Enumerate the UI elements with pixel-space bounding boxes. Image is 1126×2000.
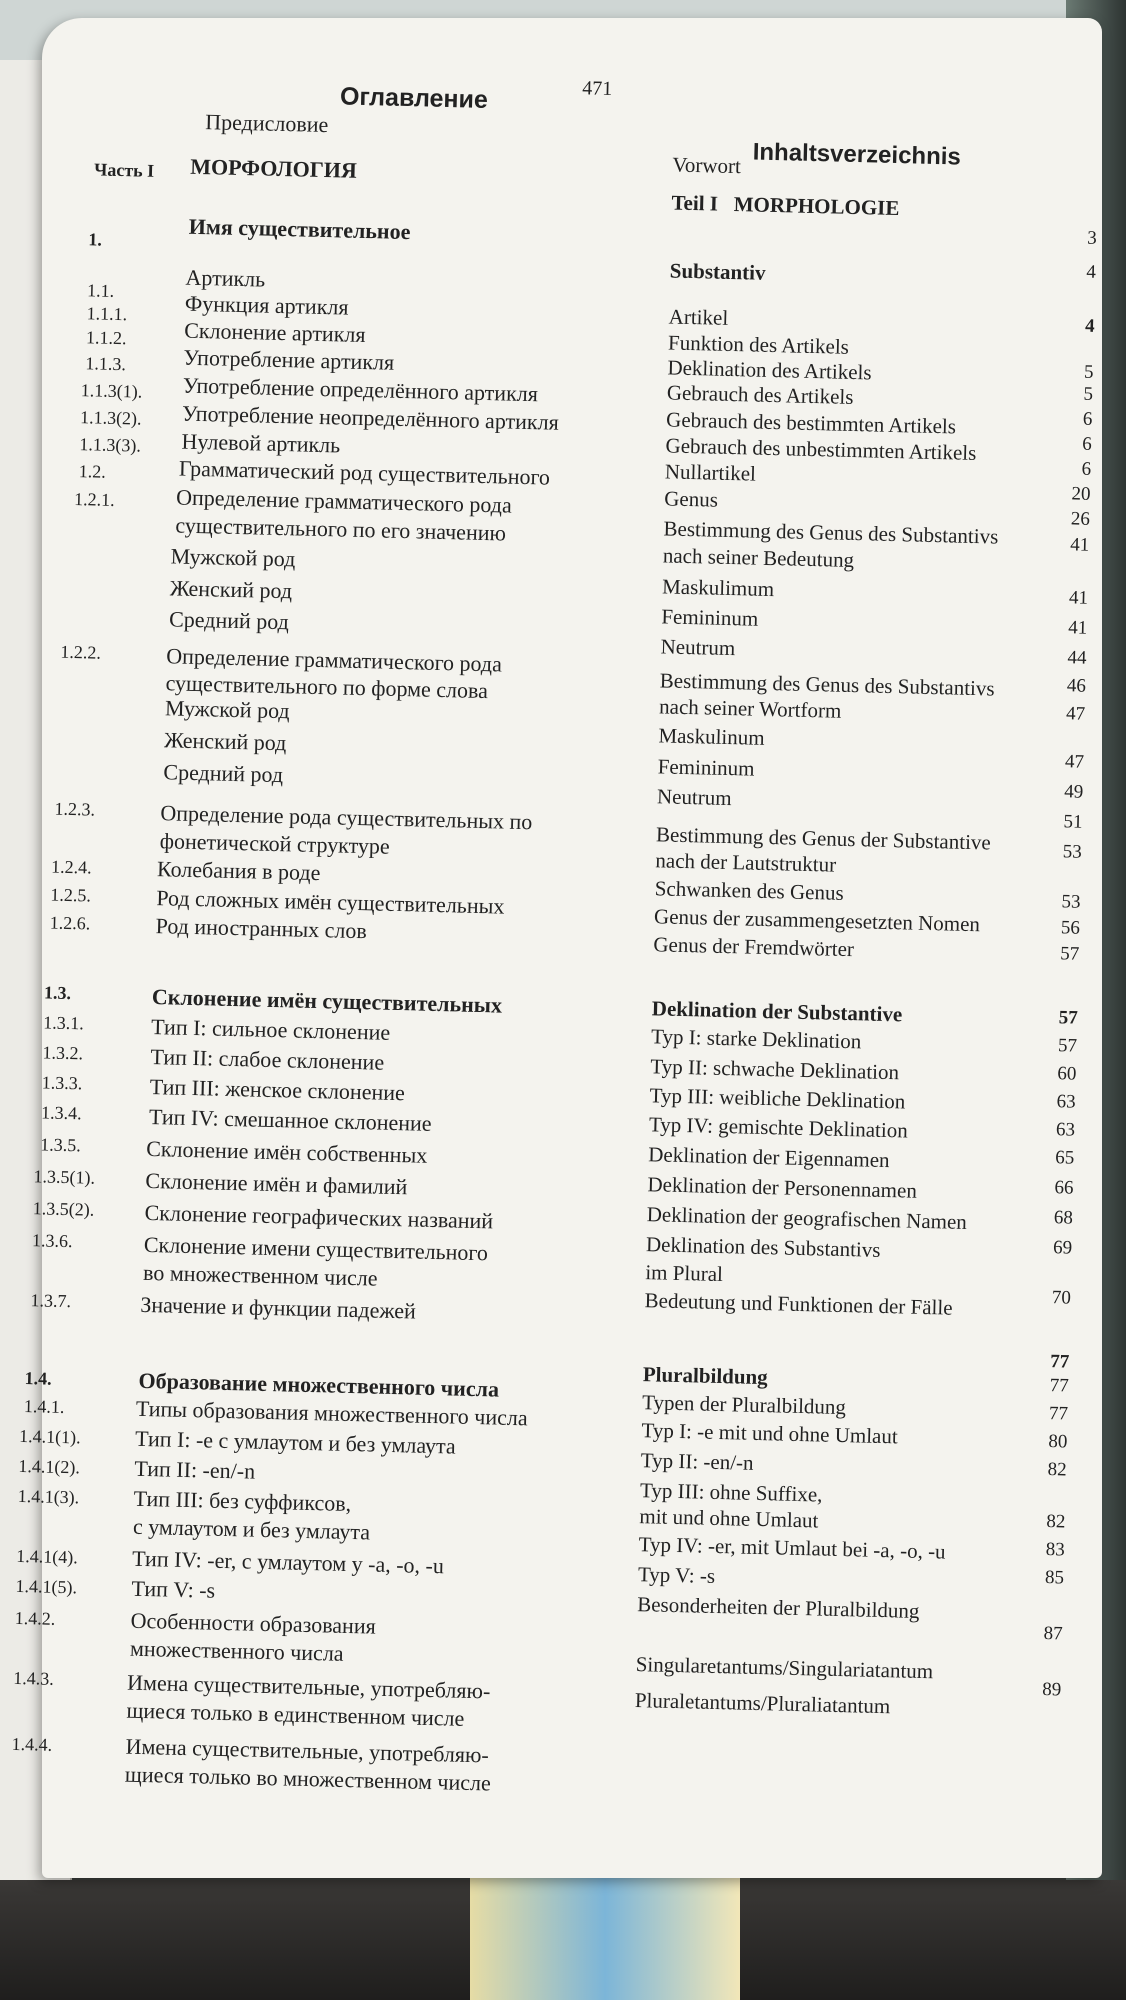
row-de: Genus — [663, 486, 719, 512]
row-num: 1.4. — [24, 1368, 52, 1389]
row-de-line2: nach der Lautstruktur — [655, 848, 837, 877]
row-ru: Определение грамматического рода — [165, 643, 503, 677]
row-de: Deklination der Eigennamen — [647, 1142, 890, 1173]
row-num: 1.2.1. — [73, 488, 115, 510]
row-ru: Определение рода существительных по — [160, 800, 533, 835]
row-num: 1.2.2. — [60, 641, 102, 663]
row-ru: Имена существительные, употребляю- — [125, 1733, 490, 1768]
row-de: Typ II: schwache Deklination — [650, 1054, 900, 1085]
page-ref: 57 — [1058, 1007, 1078, 1029]
page-ref: 68 — [1053, 1207, 1074, 1229]
row-ru: Тип IV: смешанное склонение — [148, 1103, 432, 1136]
page-ref: 46 — [1066, 675, 1087, 697]
row-de: Pluraletantums/Pluraliatantum — [634, 1688, 891, 1719]
row-de: Pluralbildung — [642, 1362, 769, 1390]
row-ru-line2: фонетической структуре — [159, 828, 391, 859]
page-ref: 56 — [1060, 917, 1081, 939]
page-ref: 51 — [1063, 811, 1083, 833]
row-ru-line2: во множественном числе — [142, 1259, 378, 1291]
part-title-ru: МОРФОЛОГИЯ — [189, 153, 358, 183]
page-ref: 6 — [1081, 458, 1092, 480]
row-de: Maskulimum — [661, 574, 775, 602]
row-ru: Мужской род — [164, 695, 290, 724]
row-de: Typ IV: gemischte Deklination — [648, 1112, 909, 1143]
row-de: Typ III: ohne Suffixe, — [639, 1478, 823, 1507]
row-num: 1.3.1. — [43, 1012, 85, 1034]
row-de: Gebrauch des unbestimmten Artikels — [665, 433, 977, 466]
page-ref: 57 — [1060, 943, 1080, 965]
row-num: 1.4.1(3). — [17, 1485, 80, 1508]
row-num: 1.3.5. — [40, 1134, 82, 1156]
row-ru: Артикль — [185, 264, 266, 292]
row-ru: Склонение имени существительного — [143, 1231, 489, 1266]
title-de: Inhaltsverzeichnis — [752, 138, 962, 171]
row-num: 1.3.3. — [41, 1072, 83, 1094]
row-ru: Род иностранных слов — [155, 913, 368, 944]
row-num: 1.1. — [86, 280, 115, 301]
row-ru: Тип I: сильное склонение — [150, 1014, 391, 1045]
page-ref: 85 — [1044, 1567, 1065, 1589]
row-ru: Склонение имён существительных — [151, 984, 503, 1018]
row-num: 1.3.6. — [31, 1230, 73, 1252]
page-ref: 5 — [1083, 383, 1094, 405]
page-ref: 20 — [1071, 483, 1091, 505]
page-ref: 44 — [1067, 647, 1087, 669]
row-num: 1.2.4. — [50, 856, 92, 878]
row-num: 1.1.3(1). — [80, 380, 143, 402]
row-ru: Особенности образования — [130, 1607, 377, 1639]
row-ru-line2: щиеся только во множественном числе — [124, 1761, 492, 1796]
row-ru: Употребление артикля — [183, 344, 395, 375]
row-ru: Употребление определённого артикля — [182, 372, 539, 407]
row-num: 1.4.1(1). — [18, 1425, 81, 1448]
row-ru: Функция артикля — [184, 290, 349, 320]
row-ru: Тип III: женское склонение — [149, 1074, 406, 1106]
row-de: Genus der Fremdwörter — [653, 932, 855, 962]
row-ru: Употребление неопределённого артикля — [181, 400, 560, 435]
row-de: Typ I: -e mit und ohne Umlaut — [641, 1418, 899, 1449]
row-num: 1.4.1. — [23, 1396, 65, 1418]
row-num: 1.1.1. — [86, 303, 128, 325]
row-num: 1.4.1(5). — [15, 1575, 78, 1598]
row-num: 1.4.3. — [13, 1667, 55, 1689]
row-num: 1.2.3. — [54, 798, 96, 820]
page-ref: 6 — [1082, 408, 1093, 430]
page-ref: 83 — [1045, 1539, 1065, 1561]
row-de: Gebrauch des bestimmten Artikels — [665, 407, 957, 439]
row-de: Singularetantums/Singulariatantum — [635, 1652, 934, 1684]
row-de: Deklination des Substantivs — [645, 1232, 881, 1262]
row-de: Bedeutung und Funktionen der Fälle — [644, 1288, 953, 1320]
row-de: Bestimmung des Genus des Substantivs — [659, 668, 995, 701]
page-ref: 41 — [1068, 587, 1089, 609]
row-num: 1.2.6. — [49, 912, 91, 934]
row-num: 1.1.3(3). — [79, 434, 142, 456]
row-num: 1.3.5(1). — [33, 1166, 96, 1188]
row-num: 1.2.5. — [50, 884, 92, 906]
row-ru: Типы образования множественного числа — [135, 1395, 529, 1431]
row-ru: Тип II: слабое склонение — [150, 1044, 385, 1075]
page-ref: 65 — [1055, 1147, 1075, 1169]
row-de: Gebrauch des Artikels — [666, 380, 854, 409]
row-ru-line2: существительного по форме слова — [165, 670, 489, 704]
row-ru: Тип V: -s — [131, 1575, 216, 1603]
row-ru: Средний род — [163, 759, 284, 788]
row-de-line2: nach seiner Wortform — [658, 694, 842, 723]
row-de: Femininum — [661, 604, 759, 631]
row-num: 1.4.1(2). — [18, 1455, 81, 1478]
row-ru: Женский род — [169, 575, 293, 604]
page-ref: 89 — [1042, 1678, 1062, 1701]
row-num: 1.2. — [78, 461, 107, 482]
row-de: Artikel — [668, 304, 729, 330]
row-num: 1.1.3. — [85, 353, 127, 375]
row-ru: Род сложных имён существительных — [156, 885, 505, 919]
row-de: Femininum — [657, 754, 755, 781]
page-ref: 80 — [1048, 1431, 1068, 1453]
page-ref: 87 — [1043, 1623, 1063, 1645]
page-ref: 47 — [1064, 751, 1085, 773]
row-ru-line2: с умлаутом и без умлаута — [132, 1513, 371, 1545]
page-ref: 4 — [1084, 315, 1095, 337]
title-ru: Оглавление — [339, 82, 489, 114]
row-de-line2: im Plural — [645, 1260, 724, 1287]
page-ref: 3 — [1087, 227, 1098, 249]
row-de: Typ III: weibliche Deklination — [649, 1083, 906, 1114]
page-ref: 70 — [1051, 1287, 1072, 1309]
row-num: 1.1.3(2). — [79, 407, 142, 429]
row-ru-line2: множественного числа — [129, 1635, 344, 1666]
row-ru: Колебания в роде — [156, 856, 321, 886]
row-ru: Образование множественного числа — [138, 1367, 500, 1402]
row-de-line2: nach seiner Bedeutung — [662, 543, 855, 573]
row-ru: Склонение имён и фамилий — [145, 1167, 408, 1200]
row-ru: Склонение имён собственных — [145, 1135, 428, 1168]
row-ru: Склонение географических названий — [144, 1199, 494, 1234]
row-de: Typ II: -en/-n — [640, 1448, 754, 1475]
row-de: Neutrum — [660, 634, 736, 661]
page-ref: 4 — [1086, 261, 1097, 283]
row-ru: Мужской род — [170, 543, 296, 572]
row-de: Deklination der Substantive — [651, 996, 903, 1027]
page-ref: 41 — [1067, 617, 1088, 639]
part-label-ru: Часть I — [93, 159, 155, 181]
row-num: 1. — [88, 229, 103, 250]
row-de: Nullartikel — [664, 459, 757, 486]
row-num: 1.3.5(2). — [32, 1198, 95, 1220]
row-num: 1.4.4. — [11, 1733, 53, 1755]
page-ref: 77 — [1048, 1403, 1069, 1425]
row-num: 1.1.2. — [85, 327, 127, 349]
page-ref: 63 — [1056, 1091, 1076, 1113]
page-ref: 49 — [1063, 781, 1084, 803]
row-ru: Тип III: без суффиксов, — [133, 1485, 352, 1517]
row-de: Maskulinum — [658, 723, 765, 750]
preface-ru: Предисловие — [205, 109, 329, 138]
row-de: Besonderheiten der Pluralbildung — [636, 1592, 920, 1623]
page-ref: 60 — [1057, 1063, 1077, 1085]
page-ref: 47 — [1065, 703, 1086, 725]
page-ref: 5 — [1083, 361, 1094, 383]
page-ref: 66 — [1054, 1177, 1074, 1199]
row-de: Substantiv — [669, 258, 766, 285]
row-de: Funktion des Artikels — [667, 330, 850, 359]
row-de: Bestimmung des Genus der Substantive — [655, 822, 992, 855]
page-ref: 82 — [1046, 1511, 1066, 1533]
row-de: Typen der Pluralbildung — [641, 1390, 847, 1420]
page-ref: 26 — [1070, 508, 1091, 530]
page-ref: 41 — [1070, 534, 1090, 556]
row-de: Deklination der Personennamen — [647, 1172, 918, 1203]
page-ref: 69 — [1052, 1237, 1073, 1259]
row-ru: Женский род — [163, 727, 287, 756]
row-de-line2: mit und ohne Umlaut — [639, 1504, 819, 1533]
page-ref: 77 — [1049, 1375, 1069, 1397]
page-ref: 82 — [1047, 1459, 1067, 1481]
row-ru: Имена существительные, употребляю- — [126, 1669, 491, 1704]
row-num: 1.3.7. — [30, 1290, 72, 1312]
row-de: Deklination der geografischen Namen — [646, 1202, 968, 1235]
page-ref: 53 — [1061, 891, 1081, 913]
page-ref: 77 — [1050, 1351, 1070, 1373]
row-ru: Тип II: -en/-n — [134, 1455, 256, 1484]
row-de: Deklination des Artikels — [667, 355, 872, 385]
part-de: Teil I MORPHOLOGIE — [671, 190, 900, 221]
page-ref: 63 — [1055, 1119, 1076, 1141]
row-ru: Грамматический род существительного — [178, 455, 551, 490]
row-ru: Определение грамматического рода — [175, 484, 513, 518]
row-ru: Средний род — [168, 606, 290, 635]
row-ru: Тип IV: -er, с умлаутом у -a, -o, -u — [131, 1545, 445, 1579]
row-num: 1.3.4. — [40, 1102, 82, 1124]
row-de: Bestimmung des Genus des Substantivs — [663, 516, 999, 549]
row-ru: Склонение артикля — [183, 317, 366, 348]
page-ref: 6 — [1081, 433, 1092, 455]
page-ref: 57 — [1057, 1035, 1078, 1057]
page-ref: 53 — [1062, 841, 1083, 863]
row-de: Typ IV: -er, mit Umlaut bei -a, -o, -u — [638, 1532, 946, 1564]
row-de: Neutrum — [656, 784, 732, 811]
row-ru: Значение и функции падежей — [140, 1291, 417, 1324]
row-num: 1.4.1(4). — [16, 1545, 78, 1568]
row-num: 1.3.2. — [42, 1042, 84, 1064]
row-num: 1.4.2. — [14, 1607, 56, 1629]
row-ru: Имя существительное — [188, 213, 411, 245]
row-ru: Тип I: -e с умлаутом и без умлаута — [134, 1425, 457, 1459]
row-ru-line2: щиеся только в единственном числе — [126, 1697, 465, 1731]
preface-de: Vorwort — [672, 152, 742, 179]
row-de: Typ I: starke Deklination — [650, 1024, 862, 1054]
page-number: 471 — [582, 77, 613, 101]
row-de: Genus der zusammengesetzten Nomen — [653, 904, 981, 937]
row-de: Schwanken des Genus — [654, 876, 844, 905]
row-de: Typ V: -s — [637, 1562, 716, 1588]
row-num: 1.3. — [43, 982, 72, 1004]
row-ru-line2: существительного по его значению — [175, 512, 507, 546]
row-ru: Нулевой артикль — [181, 428, 341, 458]
